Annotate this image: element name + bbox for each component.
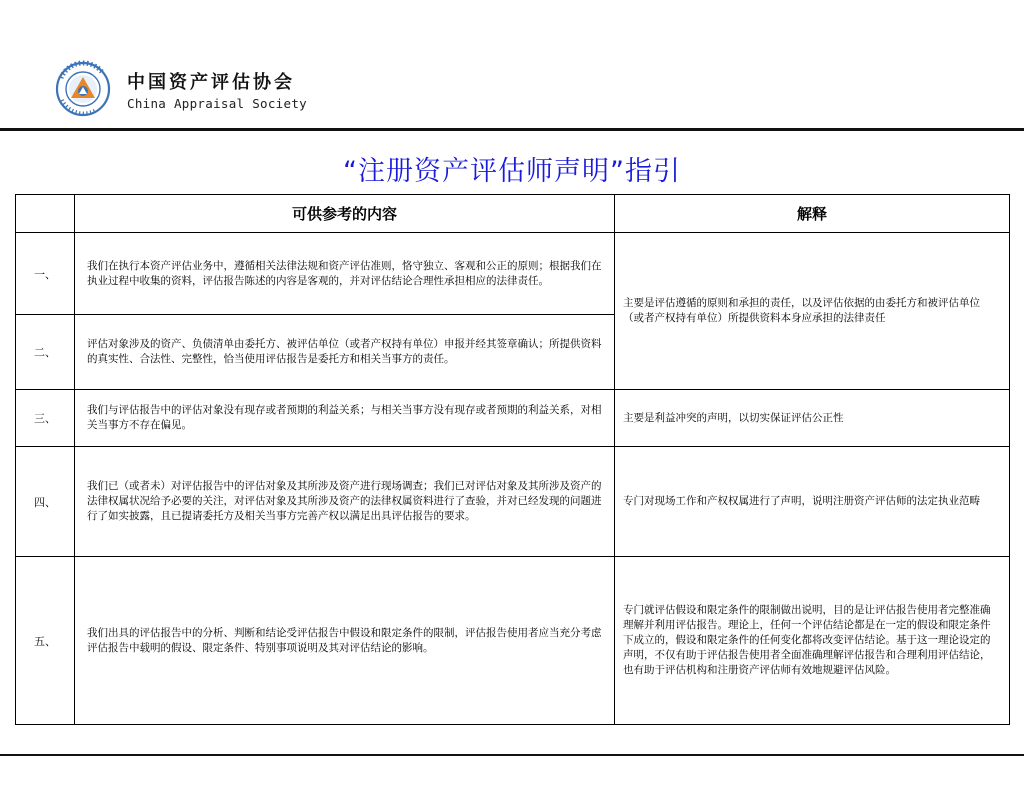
org-name-en: China Appraisal Society bbox=[127, 96, 307, 111]
china-appraisal-society-logo bbox=[50, 60, 116, 118]
header-rule bbox=[0, 128, 1024, 131]
row-number: 四、 bbox=[16, 447, 75, 557]
row-number: 三、 bbox=[16, 390, 75, 447]
row-explanation: 专门就评估假设和限定条件的限制做出说明，目的是让评估报告使用者完整准确理解并利用评估报告。理论上，任何一个评估结论都是在一定的假设和限定条件下成立的，假设和限定条件的任何变化都将改变评估结论。基于这一理论设定的声明，不仅有助于评估报告使用者全面准确理解评估报告和合理利用评估结论，也有助于评估机构和注册资产评估师有效地规避评估风险。 bbox=[615, 557, 1010, 725]
header-cell-content: 可供参考的内容 bbox=[75, 195, 615, 233]
header-cell-explanation: 解释 bbox=[615, 195, 1010, 233]
header bbox=[0, 0, 1024, 132]
page-title: “注册资产评估师声明”指引 bbox=[343, 156, 681, 187]
table-row bbox=[16, 447, 1010, 557]
row-explanation: 主要是利益冲突的声明，以切实保证评估公正性 bbox=[615, 390, 1010, 447]
row-content: 评估对象涉及的资产、负债清单由委托方、被评估单位（或者产权持有单位）申报并经其签章确认；所提供资料的真实性、合法性、完整性，恰当使用评估报告是委托方和相关当事方的责任。 bbox=[75, 315, 615, 390]
table-row bbox=[16, 557, 1010, 725]
row-number: 二、 bbox=[16, 315, 75, 390]
footer-rule bbox=[0, 754, 1024, 756]
org-name-cn: 中国资产评估协会 bbox=[127, 72, 295, 93]
table-row bbox=[16, 233, 1010, 315]
row-content: 我们已（或者未）对评估报告中的评估对象及其所涉及资产进行现场调查；我们已对评估对象及其所涉及资产的法律权属状况给予必要的关注，对评估对象及其所涉及资产的法律权属资料进行了查验，并对已经发现的问题进行了如实披露，且已提请委托方及相关当事方完善产权以满足出具评估报告的要求。 bbox=[75, 447, 615, 557]
row-number: 一、 bbox=[16, 233, 75, 315]
row-explanation: 专门对现场工作和产权权属进行了声明，说明注册资产评估师的法定执业范畴 bbox=[615, 447, 1010, 557]
guideline-table bbox=[15, 194, 1010, 725]
table-row bbox=[16, 390, 1010, 447]
table-header-row bbox=[16, 195, 1010, 233]
row-content: 我们在执行本资产评估业务中，遵循相关法律法规和资产评估准则，恪守独立、客观和公正的原则；根据我们在执业过程中收集的资料，评估报告陈述的内容是客观的，并对评估结论合理性承担相应的法律责任。 bbox=[75, 233, 615, 315]
row-content: 我们出具的评估报告中的分析、判断和结论受评估报告中假设和限定条件的限制，评估报告使用者应当充分考虑评估报告中载明的假设、限定条件、特别事项说明及其对评估结论的影响。 bbox=[75, 557, 615, 725]
row-number: 五、 bbox=[16, 557, 75, 725]
header-cell-num bbox=[16, 195, 75, 233]
row-explanation: 主要是评估遵循的原则和承担的责任，以及评估依据的由委托方和被评估单位（或者产权持有单位）所提供资料本身应承担的法律责任 bbox=[615, 233, 1010, 390]
row-content: 我们与评估报告中的评估对象没有现存或者预期的利益关系；与相关当事方没有现存或者预期的利益关系，对相关当事方不存在偏见。 bbox=[75, 390, 615, 447]
